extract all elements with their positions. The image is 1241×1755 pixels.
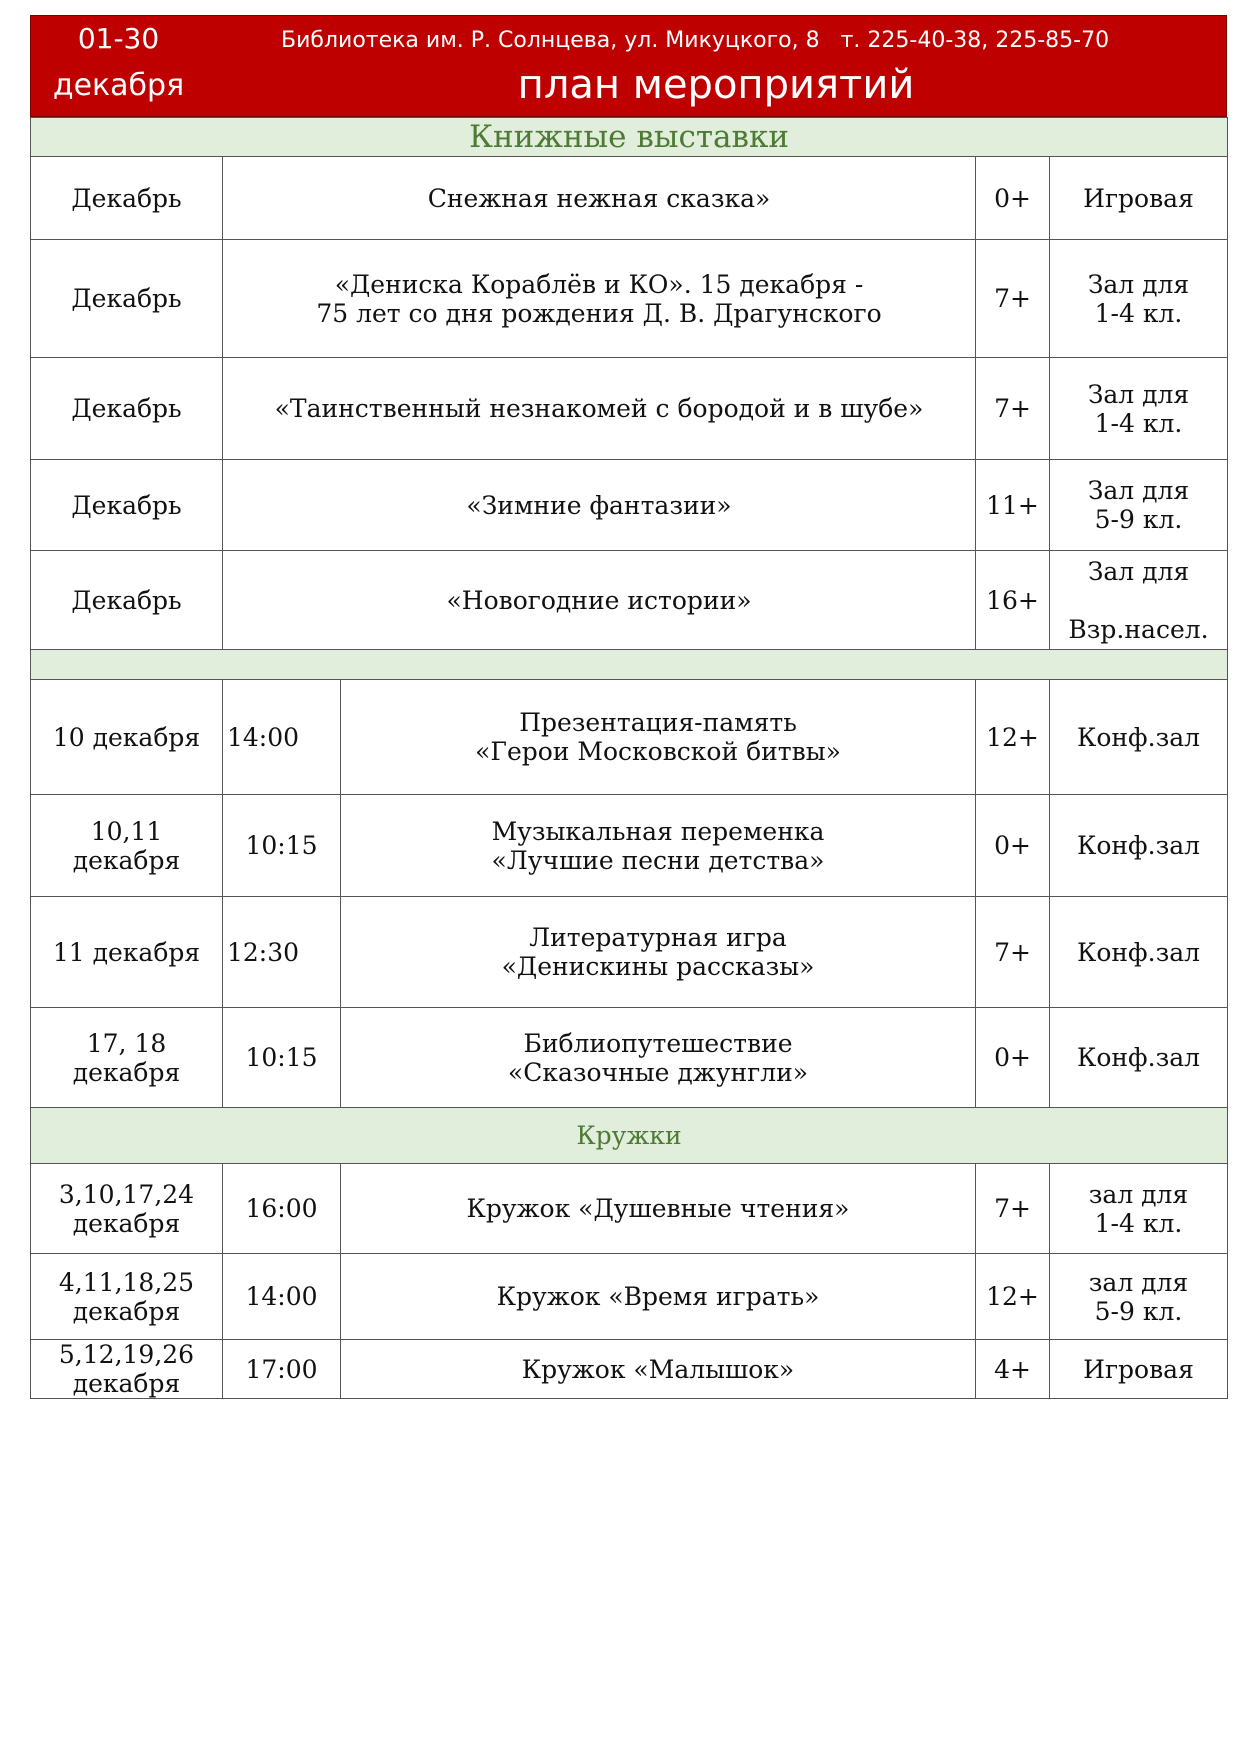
event-time: 10:15 (223, 1008, 341, 1108)
event-row (31, 1008, 1228, 1108)
age-rating: 11+ (976, 460, 1050, 551)
venue: Игровая (1050, 1340, 1228, 1399)
exhibition-date: Декабрь (31, 240, 223, 358)
club-date: 5,12,19,26 декабря (31, 1340, 223, 1399)
venue: Конф.зал (1050, 897, 1228, 1008)
venue: Зал для 5-9 кл. (1050, 460, 1228, 551)
section-clubs (31, 1108, 1228, 1164)
event-row (31, 897, 1228, 1008)
venue: Зал для 1-4 кл. (1050, 358, 1228, 460)
exhibition-row (31, 240, 1228, 358)
club-row (31, 1340, 1228, 1399)
venue: зал для 5-9 кл. (1050, 1254, 1228, 1340)
venue: Конф.зал (1050, 795, 1228, 897)
age-rating: 16+ (976, 551, 1050, 650)
exhibition-row (31, 358, 1228, 460)
event-date: 11 декабря (31, 897, 223, 1008)
club-row (31, 1254, 1228, 1340)
age-rating: 12+ (976, 1254, 1050, 1340)
section-exhibitions (31, 118, 1228, 157)
club-title: Кружок «Время играть» (341, 1254, 976, 1340)
event-title: Презентация-память «Герои Московской битвы» (341, 680, 976, 795)
exhibition-row (31, 460, 1228, 551)
event-row (31, 680, 1228, 795)
club-title: Кружок «Душевные чтения» (341, 1164, 976, 1254)
venue: Зал для 1-4 кл. (1050, 240, 1228, 358)
club-date: 4,11,18,25 декабря (31, 1254, 223, 1340)
venue: Конф.зал (1050, 680, 1228, 795)
exhibition-date: Декабрь (31, 157, 223, 240)
section-exhibitions-label: Книжные выставки (31, 118, 1228, 157)
section-events (31, 650, 1228, 680)
section-events-label (31, 650, 1228, 680)
exhibition-date: Декабрь (31, 358, 223, 460)
event-time: 12:30 (223, 897, 341, 1008)
exhibition-row (31, 551, 1228, 650)
age-rating: 0+ (976, 795, 1050, 897)
club-row (31, 1164, 1228, 1254)
age-rating: 7+ (976, 358, 1050, 460)
event-date: 10 декабря (31, 680, 223, 795)
events-table (30, 117, 1228, 1399)
event-title: Библиопутешествие «Сказочные джунгли» (341, 1008, 976, 1108)
event-title: Музыкальная переменка «Лучшие песни детства» (341, 795, 976, 897)
event-title: Литературная игра «Денискины рассказы» (341, 897, 976, 1008)
date-range (31, 16, 206, 116)
age-rating: 0+ (976, 157, 1050, 240)
age-rating: 0+ (976, 1008, 1050, 1108)
exhibition-title: «Дениска Кораблёв и КО». 15 декабря - 75 лет со дня рождения Д. В. Драгунского (223, 240, 976, 358)
exhibition-date: Декабрь (31, 460, 223, 551)
page-header (30, 15, 1227, 117)
event-row (31, 795, 1228, 897)
venue: зал для 1-4 кл. (1050, 1164, 1228, 1254)
venue: Игровая (1050, 157, 1228, 240)
club-time: 14:00 (223, 1254, 341, 1340)
age-rating: 7+ (976, 897, 1050, 1008)
library-address: Библиотека им. Р. Солнцева, ул. Микуцкого, 8 т. 225-40-38, 225-85-70 (281, 28, 1110, 53)
exhibition-title: «Таинственный незнакомей с бородой и в шубе» (223, 358, 976, 460)
club-time: 16:00 (223, 1164, 341, 1254)
age-rating: 7+ (976, 1164, 1050, 1254)
age-rating: 4+ (976, 1340, 1050, 1399)
exhibition-title: «Зимние фантазии» (223, 460, 976, 551)
venue: Зал для Взр.насел. (1050, 551, 1228, 650)
age-rating: 12+ (976, 680, 1050, 795)
club-title: Кружок «Малышок» (341, 1340, 976, 1399)
venue: Конф.зал (1050, 1008, 1228, 1108)
event-date: 10,11 декабря (31, 795, 223, 897)
exhibition-date: Декабрь (31, 551, 223, 650)
exhibition-title: Снежная нежная сказка» (223, 157, 976, 240)
exhibition-row (31, 157, 1228, 240)
page-title: план мероприятий (517, 62, 915, 108)
event-time: 10:15 (223, 795, 341, 897)
age-rating: 7+ (976, 240, 1050, 358)
event-date: 17, 18 декабря (31, 1008, 223, 1108)
date-range-month: декабря (52, 68, 185, 103)
exhibition-title: «Новогодние истории» (223, 551, 976, 650)
event-time: 14:00 (223, 680, 341, 795)
section-clubs-label: Кружки (31, 1108, 1228, 1164)
date-range-days: 01-30 (77, 22, 160, 55)
club-time: 17:00 (223, 1340, 341, 1399)
club-date: 3,10,17,24 декабря (31, 1164, 223, 1254)
